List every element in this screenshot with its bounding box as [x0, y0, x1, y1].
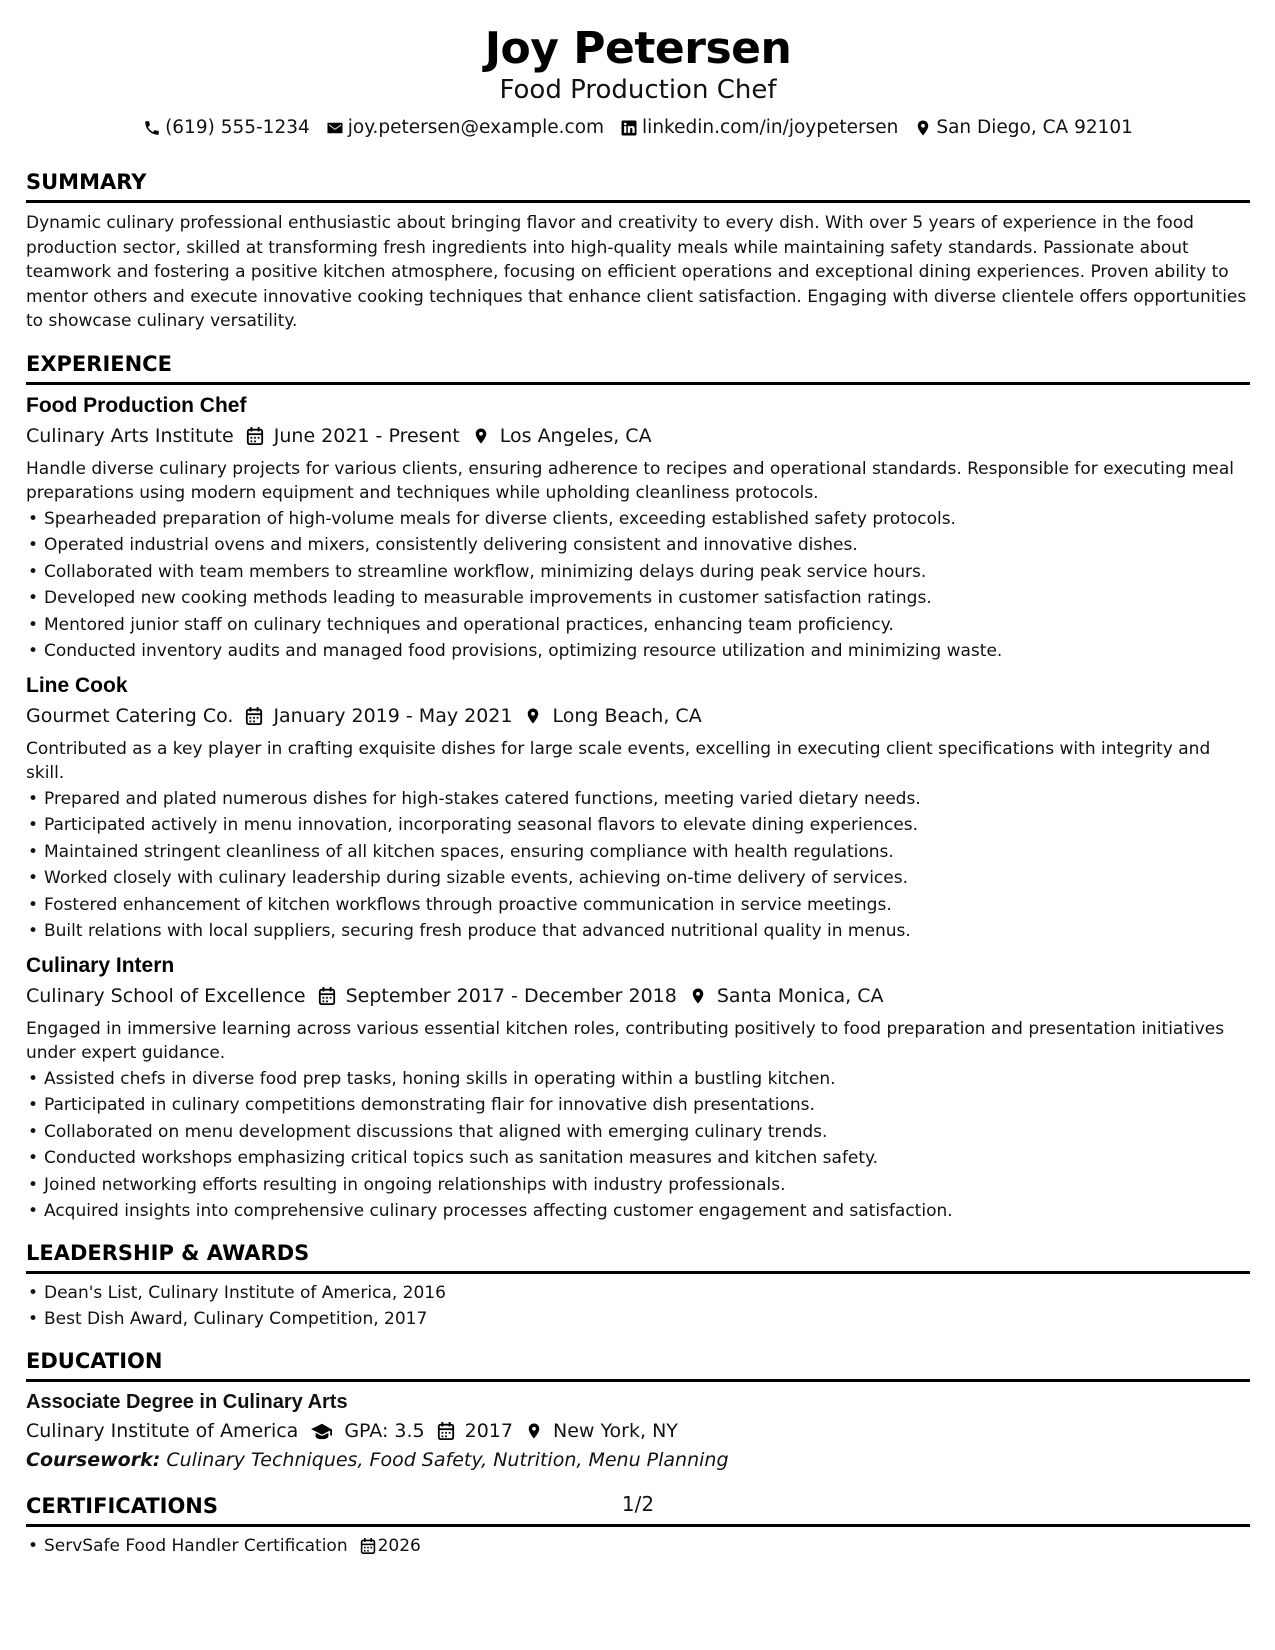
list-item: • Conducted inventory audits and managed food provisions, optimizing resource utilization and minimizing waste.: [26, 638, 1250, 665]
job-entry: [26, 951, 1250, 1225]
job-dates: June 2021 - Present: [273, 424, 460, 447]
candidate-name: Joy Petersen: [484, 23, 792, 74]
job-bullets: [26, 506, 1250, 665]
resume-header: [26, 0, 1250, 140]
job-title: Food Production Chef: [26, 393, 247, 417]
job-meta: [26, 701, 1250, 731]
page-number: 1/2: [621, 1492, 655, 1516]
list-item: • Assisted chefs in diverse food prep tasks, honing skills in operating within a bustling kitchen.: [26, 1066, 1250, 1093]
list-item: • Collaborated on menu development discussions that aligned with emerging culinary trends.: [26, 1119, 1250, 1146]
job-meta: [26, 421, 1250, 451]
gpa-text: GPA: 3.5: [344, 1419, 425, 1442]
calendar-icon: [318, 986, 336, 1006]
list-item: • Collaborated with team members to streamline workflow, minimizing delays during peak service hours.: [26, 559, 1250, 586]
job-description: Engaged in immersive learning across various essential kitchen roles, contributing positively to food preparation and presentation initiatives under expert guidance.: [26, 1018, 1225, 1063]
experience-section: [26, 350, 1250, 1225]
envelope-icon: [326, 119, 344, 137]
map-marker-icon: [689, 986, 707, 1006]
contact-row: [26, 116, 1250, 140]
calendar-icon: [245, 706, 263, 726]
list-item: • Conducted workshops emphasizing critical topics such as sanitation measures and kitchen safety.: [26, 1145, 1250, 1172]
list-item: • Joined networking efforts resulting in ongoing relationships with industry professionals.: [26, 1172, 1250, 1199]
list-item: • Best Dish Award, Culinary Competition, 2017: [26, 1306, 1250, 1333]
map-marker-icon: [525, 1421, 543, 1441]
contact-phone[interactable]: [143, 116, 310, 140]
summary-section: [26, 168, 1250, 334]
list-item: • Spearheaded preparation of high-volume meals for diverse clients, exceeding established safety protocols.: [26, 506, 1250, 533]
section-heading: SUMMARY: [26, 168, 1250, 203]
list-item: • Maintained stringent cleanliness of all kitchen spaces, ensuring compliance with health regulations.: [26, 839, 1250, 866]
coursework-list: Culinary Techniques, Food Safety, Nutrition, Menu Planning: [166, 1448, 729, 1471]
list-item: • Acquired insights into comprehensive culinary processes affecting customer engagement and satisfaction.: [26, 1198, 1250, 1225]
contact-location: [914, 116, 1133, 140]
job-bullets: [26, 1066, 1250, 1225]
job-title: Line Cook: [26, 673, 128, 697]
linkedin-text: linkedin.com/in/joypetersen: [642, 117, 899, 138]
list-item: • Developed new cooking methods leading to measurable improvements in customer satisfaction ratings.: [26, 585, 1250, 612]
list-item: • Operated industrial ovens and mixers, consistently delivering consistent and innovative dishes.: [26, 532, 1250, 559]
phone-text: (619) 555-1234: [165, 117, 310, 138]
degree-title: Associate Degree in Culinary Arts: [26, 1390, 348, 1413]
job-description: Handle diverse culinary projects for various clients, ensuring adherence to recipes and operational standards. Responsible for executing meal preparations using modern equipment and techniques while upholding cleanliness protocols.: [26, 458, 1234, 503]
certifications-list: [26, 1533, 1250, 1560]
company-name: Culinary Arts Institute: [26, 424, 234, 447]
job-meta: [26, 981, 1250, 1011]
job-dates: January 2019 - May 2021: [273, 704, 513, 727]
map-marker-icon: [524, 706, 542, 726]
job-location: Long Beach, CA: [552, 704, 702, 727]
job-entry: [26, 391, 1250, 665]
list-item: • Built relations with local suppliers, securing fresh produce that advanced nutritional quality in menus.: [26, 918, 1250, 945]
graduation-cap-icon: [310, 1421, 334, 1441]
list-item: • Mentored junior staff on culinary techniques and operational practices, enhancing team proficiency.: [26, 612, 1250, 639]
job-title: Culinary Intern: [26, 953, 175, 977]
map-marker-icon: [914, 119, 932, 137]
awards-section: [26, 1239, 1250, 1333]
summary-text: Dynamic culinary professional enthusiastic about bringing flavor and creativity to every dish. With over 5 years of experience in the food production sector, skilled at transforming fresh ingredients into high-quality meals while maintaining safety standards. Passionate about teamwork and fostering a positive kitchen atmosphere, focusing on efficient operations and exceptional dining experiences. Proven ability to mentor others and execute innovative cooking techniques that enhance client satisfaction. Engaging with diverse clientele offers opportunities to showcase culinary versatility.: [26, 213, 1247, 331]
calendar-icon: [246, 426, 264, 446]
coursework-label: Coursework:: [26, 1448, 161, 1471]
job-entry: [26, 671, 1250, 945]
list-item: [26, 1533, 1250, 1560]
calendar-icon: [437, 1421, 455, 1441]
job-location: Los Angeles, CA: [499, 424, 652, 447]
section-heading: EDUCATION: [26, 1347, 1250, 1382]
section-heading: LEADERSHIP & AWARDS: [26, 1239, 1250, 1274]
job-dates: September 2017 - December 2018: [345, 984, 677, 1007]
education-location: New York, NY: [552, 1419, 678, 1442]
list-item: • Participated in culinary competitions demonstrating flair for innovative dish presentations.: [26, 1092, 1250, 1119]
job-bullets: [26, 786, 1250, 945]
linkedin-icon: [620, 119, 638, 137]
certification-name: • ServSafe Food Handler Certification: [44, 1535, 348, 1556]
job-location: Santa Monica, CA: [716, 984, 884, 1007]
list-item: • Fostered enhancement of kitchen workflows through proactive communication in service meetings.: [26, 892, 1250, 919]
contact-linkedin[interactable]: [620, 116, 898, 140]
coursework: [26, 1446, 1250, 1474]
location-text: San Diego, CA 92101: [936, 117, 1133, 138]
school-name: Culinary Institute of America: [26, 1419, 299, 1442]
education-section: [26, 1347, 1250, 1474]
education-meta: [26, 1416, 1250, 1446]
list-item: • Prepared and plated numerous dishes for high-stakes catered functions, meeting varied dietary needs.: [26, 786, 1250, 813]
company-name: Culinary School of Excellence: [26, 984, 306, 1007]
list-item: • Worked closely with culinary leadership during sizable events, achieving on-time delivery of services.: [26, 865, 1250, 892]
contact-email[interactable]: [326, 116, 604, 140]
section-heading: CERTIFICATIONS: [26, 1492, 1250, 1527]
email-text: joy.petersen@example.com: [347, 117, 605, 138]
section-heading: EXPERIENCE: [26, 350, 1250, 385]
resume-page: [26, 0, 1250, 1650]
awards-list: [26, 1280, 1250, 1333]
phone-icon: [143, 119, 161, 137]
list-item: • Participated actively in menu innovation, incorporating seasonal flavors to elevate dining experiences.: [26, 812, 1250, 839]
calendar-icon: [360, 1537, 376, 1555]
company-name: Gourmet Catering Co.: [26, 704, 234, 727]
candidate-title: Food Production Chef: [499, 75, 777, 105]
certification-year: 2026: [377, 1535, 421, 1556]
education-year: 2017: [464, 1419, 513, 1442]
map-marker-icon: [472, 426, 490, 446]
job-description: Contributed as a key player in crafting exquisite dishes for large scale events, excelling in executing client specifications with integrity and skill.: [26, 738, 1211, 783]
list-item: • Dean's List, Culinary Institute of America, 2016: [26, 1280, 1250, 1307]
